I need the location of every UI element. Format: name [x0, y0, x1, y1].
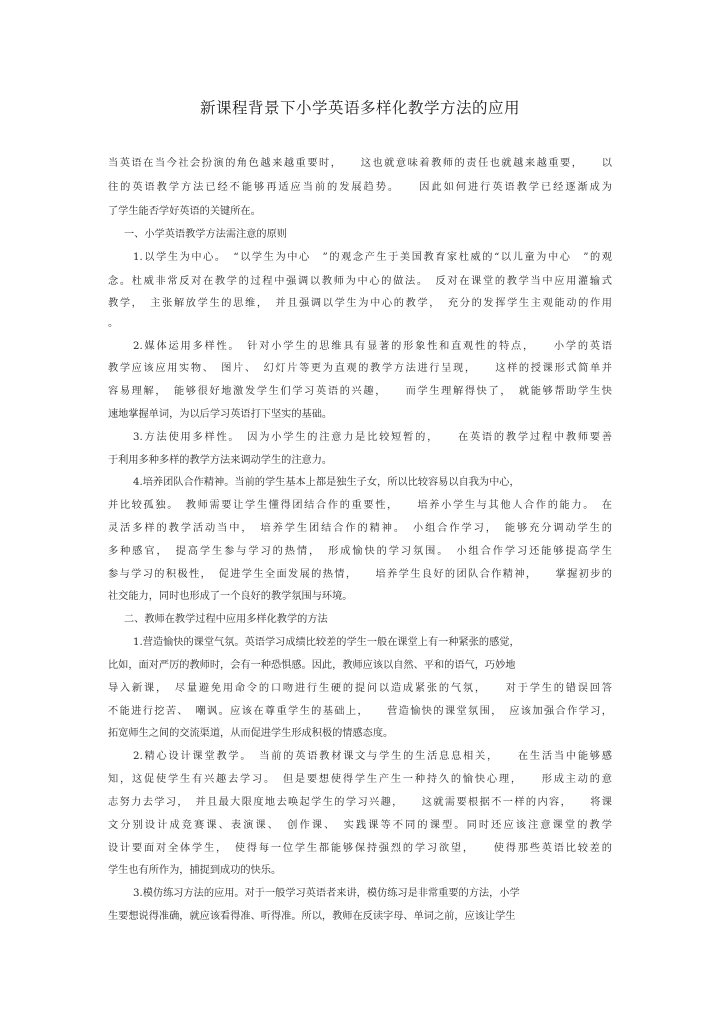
- paragraph-line: 灵活多样的教学活动当中， 培养学生团结合作的精神。 小组合作学习， 能够充分调动学生的: [108, 523, 612, 534]
- page-title: 新课程背景下小学英语多样化教学方法的应用: [199, 99, 520, 117]
- paragraph-line: 容易理解， 能够很好地激发学生们学习英语的兴趣， 而学生理解得快了， 就能够帮助学生快: [108, 386, 612, 397]
- paragraph-line: 文分别设计成竞赛课、表演课、 创作课、 实践课等不同的课型。同时还应该注意课堂的教学: [108, 820, 612, 831]
- paragraph-line: 教学应该应用实物、 图片、 幻灯片等更为直观的教学方法进行呈现， 这样的授课形式简单并: [108, 363, 612, 374]
- paragraph-line: 导入新课， 尽量避免用命令的口吻进行生硬的提问以造成紧张的气氛， 对于学生的错误回答: [108, 683, 612, 694]
- paragraph-line: 4.培养团队合作精神。当前的学生基本上都是独生子女，所以比较容易以自我为中心，: [133, 477, 520, 488]
- paragraph-line: 多种感官， 提高学生参与学习的热情， 形成愉快的学习氛围。 小组合作学习还能够提高学生: [108, 546, 612, 557]
- paragraph-line: 。: [108, 318, 119, 329]
- paragraph-line: 设计要面对全体学生， 使得每一位学生都能够保持强烈的学习欲望， 使得那些英语比较差的: [108, 843, 612, 854]
- paragraph-line: 1.以学生为中心。 “以学生为中心 ”的观念产生于美国教育家杜威的“以儿童为中心 ”的观: [133, 252, 612, 263]
- paragraph-line: 3.方法使用多样性。 因为小学生的注意力是比较短暂的， 在英语的教学过程中教师要善: [133, 432, 612, 443]
- section-heading: 一、小学英语教学方法需注意的原则: [124, 229, 287, 240]
- paragraph-line: 并比较孤独。 教师需要让学生懂得团结合作的重要性， 培养小学生与其他人合作的能力。 在: [108, 500, 612, 511]
- paragraph-line: 2.精心设计课堂教学。 当前的英语教材课文与学生的生活息息相关， 在生活当中能够感: [133, 751, 612, 762]
- paragraph-line: 往的英语教学方法已经不能够再适应当前的发展趋势。 因此如何进行英语教学已经逐渐成为: [108, 182, 612, 193]
- paragraph-line: 生要想说得准确，就应该看得准、听得准。所以，教师在反读字母、单词之前，应该让学生: [108, 911, 516, 922]
- paragraph-line: 2.媒体运用多样性。 针对小学生的思维具有显著的形象性和直观性的特点， 小学的英语: [133, 341, 612, 352]
- paragraph-line: 拓宽师生之间的交流渠道，从而促进学生形成积极的情感态度。: [108, 728, 394, 739]
- paragraph-line: 念。杜威非常反对在教学的过程中强调以教师为中心的做法。 反对在课堂的教学当中应用灌输式: [108, 276, 612, 287]
- paragraph-line: 知，这促使学生有兴趣去学习。 但是要想使得学生产生一种持久的愉快心理， 形成主动的意: [108, 774, 612, 785]
- paragraph-line: 不能进行挖苦、 嘲讽。应该在尊重学生的基础上， 营造愉快的课堂氛围， 应该加强合作学习，: [108, 706, 612, 717]
- paragraph-line: 社交能力，同时也形成了一个良好的教学氛围与环境。: [108, 591, 353, 602]
- section-heading: 二、教师在教学过程中应用多样化教学的方法: [124, 614, 328, 625]
- paragraph-line: 1.营造愉快的课堂气氛。英语学习成绩比较差的学生一般在课堂上有一种紧张的感觉，: [133, 637, 520, 648]
- paragraph-line: 志努力去学习， 并且最大限度地去唤起学生的学习兴趣， 这就需要根据不一样的内容， 将课: [108, 797, 612, 808]
- paragraph-line: 速地掌握单词，为以后学习英语打下坚实的基础。: [108, 409, 333, 420]
- paragraph-line: 当英语在当今社会扮演的角色越来越重要时， 这也就意味着教师的责任也就越来越重要， 以: [108, 158, 612, 169]
- paragraph-line: 学生也有所作为，捕捉到成功的快乐。: [108, 865, 282, 876]
- paragraph-line: 3.模仿练习方法的应用。对于一般学习英语者来讲，模仿练习是非常重要的方法，小学: [133, 888, 520, 899]
- paragraph-line: 教学， 主张解放学生的思维， 并且强调以学生为中心的教学， 充分的发挥学生主观能动的作用: [108, 298, 612, 309]
- paragraph-line: 于利用多种多样的教学方法来调动学生的注意力。: [108, 455, 333, 466]
- paragraph-line: 了学生能否学好英语的关键所在。: [108, 206, 261, 217]
- paragraph-line: 比如，面对严厉的教师时，会有一种恐惧感。因此，教师应该以自然、平和的语气，巧妙地: [108, 660, 516, 671]
- paragraph-line: 参与学习的积极性， 促进学生全面发展的热情， 培养学生良好的团队合作精神， 掌握初步的: [108, 569, 612, 580]
